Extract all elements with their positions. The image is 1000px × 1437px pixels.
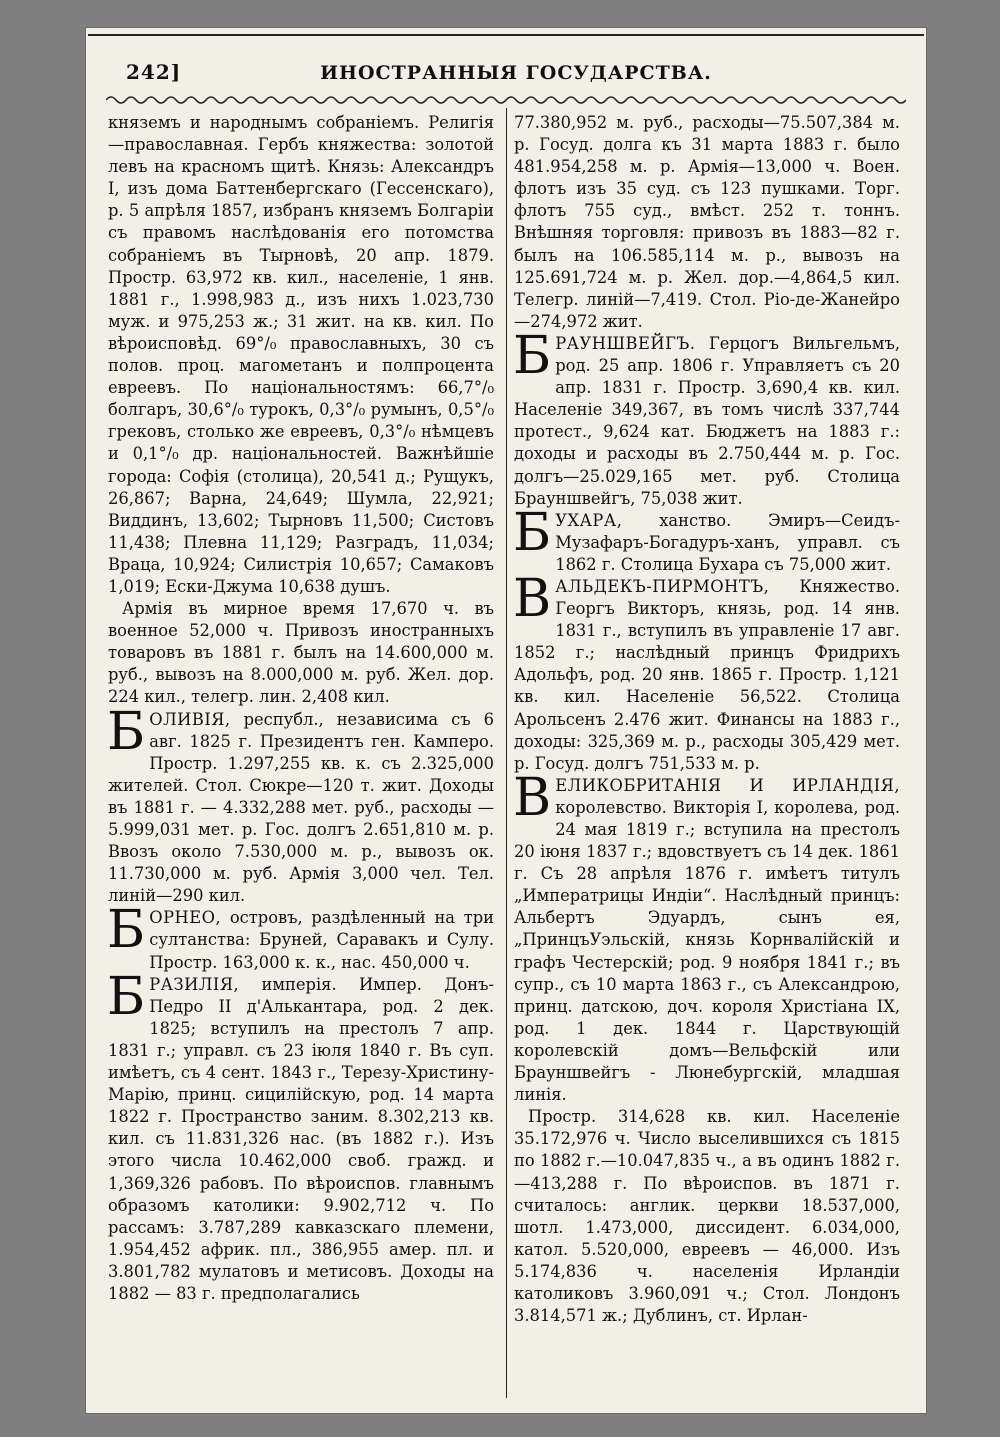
entry-text: Герцогъ Вильгельмъ, род. 25 апр. 1806 г. Управляетъ съ 20 апр. 1831 г. Простр. 3,690,4 кв. кил. Населеніе 349,367, въ томъ числѣ 337,744 протест., 9,624 кат. Бюджетъ на 1883 г.: доходы и расходы въ 2.750,444 м. р. Гос. долгъ—25.029,165 мет. руб. Столица Брауншвейгъ, 75,038 жит. bbox=[514, 333, 900, 508]
drop-cap: Б bbox=[513, 502, 552, 563]
entry-bolivia bbox=[107, 701, 494, 908]
entry-heading: УХАРА, bbox=[555, 510, 623, 530]
entry-borneo bbox=[107, 900, 494, 973]
entry-bukhara bbox=[513, 502, 900, 576]
entry-heading: ОРНЕО, bbox=[149, 908, 222, 928]
book-page bbox=[86, 28, 926, 1413]
entry-brunswick bbox=[513, 325, 900, 510]
bulgaria-continued-paragraph: княземъ и народнымъ собраніемъ. Религія—православная. Гербъ княжества: золотой левъ на красномъ щитѣ. Князь: Александръ I, изъ дома Баттенбергскаго (Гессенскаго), р. 5 апрѣля 1857, избранъ княземъ Болгаріи съ правомъ наслѣдованія его потомства собраніемъ въ Тырновѣ, 20 апр. 1879. Простр. 63,972 кв. кил., населеніе, 1 янв. 1881 г., 1.998,983 д., изъ нихъ 1.023,730 муж. и 975,253 ж.; 31 жит. на кв. кил. По вѣроисповѣд. 69°/₀ православныхъ, 30 съ полов. проц. магометанъ и полпроцента евреевъ. По національностямъ: 66,7°/₀ болгаръ, 30,6°/₀ турокъ, 0,3°/₀ румынъ, 0,5°/₀ грековъ, столько же евреевъ, 0,3°/₀ нѣмцевъ и 0,1°/₀ др. національностей. Важнѣйшіе города: Софія (столица), 20,541 д.; Рущукъ, 26,867; Варна, 24,649; Шумла, 22,921; Виддинъ, 13,602; Тырновъ 11,500; Систовъ 11,438; Плевна 11,129; Разградъ, 11,034; Враца, 10,924; Силистрія 10,657; Самаковъ 1,019; Ески-Джума 10,638 душъ. bbox=[108, 113, 494, 596]
top-rule bbox=[88, 34, 924, 36]
britain-population-paragraph: Простр. 314,628 кв. кил. Населеніе 35.172,976 ч. Число выселившихся съ 1815 по 1882 г.—10.047,835 ч., а въ одинъ 1882 г.—413,288 г. По вѣроиспов. въ 1871 г. считалось: англик. церкви 18.537,000, шотл. 1.473,000, диссидент. 6.034,000, катол. 5.520,000, евреевъ — 46,000. Изъ 5.174,836 ч. населенія Ирландіи католиковъ 3.960,091 ч.; Стол. Лондонъ 3.814,571 ж.; Дублинъ, ст. Ирлан- bbox=[514, 1107, 900, 1326]
drop-cap: Б bbox=[107, 900, 146, 961]
entry-brazil bbox=[107, 966, 494, 1305]
drop-cap: Б bbox=[513, 325, 552, 386]
entry-heading: ОЛИВІЯ, bbox=[149, 709, 231, 729]
page-header bbox=[126, 60, 906, 94]
entry-heading: РАЗИЛІЯ, bbox=[149, 974, 240, 994]
entry-waldeck-pyrmont bbox=[513, 568, 900, 775]
bulgaria-army-paragraph: Армія въ мирное время 17,670 ч. въ военное 52,000 ч. Привозъ иностранныхъ товаровъ въ 1881 г. былъ на 14.600,000 м. руб., вывозъ на 8.000,000 м. руб. Жел. дор. 224 кил., телегр. лин. 2,408 кил. bbox=[108, 599, 494, 707]
entry-heading: ЕЛИКОБРИТАНІЯ И ИРЛАНДІЯ, bbox=[555, 775, 900, 795]
entry-text: островъ, раздѣленный на три султанства: Бруней, Саравакъ и Сулу. Простр. 163,000 к. к., нас. 450,000 ч. bbox=[149, 908, 494, 972]
drop-cap: Б bbox=[107, 966, 146, 1027]
entry-great-britain bbox=[513, 767, 900, 1106]
entry-heading: РАУНШВЕЙГЪ. bbox=[555, 333, 696, 353]
drop-cap: В bbox=[513, 568, 552, 629]
entry-heading: АЛЬДЕКЪ-ПИРМОНТЪ, bbox=[555, 576, 770, 596]
running-title: ИНОСТРАННЫЯ ГОСУДАРСТВА. bbox=[320, 62, 712, 84]
entry-text: ханство. Эмиръ—Сеидъ-Музафаръ-Богадуръ-ханъ, управл. съ 1862 г. Столица Бухара съ 75,000 жит. bbox=[555, 510, 900, 574]
entry-text: королевство. Викторія I, королева, род. 24 мая 1819 г.; вступила на престолъ 20 іюня 1837 г.; вдовствуетъ съ 14 дек. 1861 г. Съ 28 апрѣля 1876 г. имѣетъ титулъ „Императрицы Индіи“. Наслѣдный принцъ: Альбертъ Эдуардъ, сынъ ея, „ПринцъУэльскій, князь Корнвалійскій и графъ Честерскій; род. 9 ноября 1841 г.; въ супр., съ 10 марта 1863 г., съ Александрою, принц. датскою, доч. короля Христіана IX, род. 1 дек. 1844 г. Царствующій королевскій домъ—Вельфскій или Брауншвейгъ - Люнебургскій, младшая линія. bbox=[514, 797, 900, 1105]
left-column bbox=[108, 112, 494, 1305]
entry-text: имперія. Импер. Донъ-Педро II д'Алькантара, род. 2 дек. 1825; вступилъ на престолъ 7 апр. 1831 г.; управл. съ 23 іюля 1840 г. Въ суп. имѣетъ, съ 4 сент. 1843 г., Терезу-Христину-Марію, принц. сицилійскую, род. 14 марта 1822 г. Пространство заним. 8.302,213 кв. кил. съ 11.831,326 нас. (въ 1882 г.). Изъ этого числа 10.462,000 своб. гражд. и 1,369,326 рабовъ. По вѣроиспов. главнымъ образомъ католики: 9.902,712 ч. По рассамъ: 3.787,289 кавказскаго племени, 1.954,452 африк. пл., 386,955 амер. пл. и 3.801,782 мулатовъ и метисовъ. Доходы на 1882 — 83 г. предполагались bbox=[108, 974, 494, 1303]
wavy-rule bbox=[106, 94, 906, 106]
entry-text: Княжество. Георгъ Викторъ, князь, род. 14 янв. 1831 г., вступилъ въ управленіе 17 авг. 1852 г.; наслѣдный принцъ Фридрихъ Адольфъ, род. 20 янв. 1865 г. Простр. 1,121 кв. кил. Населеніе 56,522. Столица Арольсенъ 2.476 жит. Финансы на 1883 г., доходы: 325,369 м. р., расходы 305,429 мет. р. Госуд. долгъ 751,533 м. р. bbox=[514, 576, 900, 773]
brazil-continued-paragraph: 77.380,952 м. руб., расходы—75.507,384 м. р. Госуд. долга къ 31 марта 1883 г. было 481.954,258 м. р. Армія—13,000 ч. Воен. флотъ изъ 35 суд. съ 123 пушками. Торг. флотъ 755 суд., вмѣст. 252 т. тоннъ. Внѣшняя торговля: привозъ въ 1883—82 г. былъ на 106.585,114 м. р., вывозъ на 125.691,724 м. р. Жел. дор.—4,864,5 кил. Телегр. линій—7,419. Стол. Ріо-де-Жанейро—274,972 жит. bbox=[514, 113, 900, 331]
page-number: 242] bbox=[126, 60, 182, 84]
drop-cap: В bbox=[513, 767, 552, 828]
column-divider bbox=[506, 108, 507, 1398]
drop-cap: Б bbox=[107, 701, 146, 762]
entry-text: республ., независима съ 6 авг. 1825 г. Президентъ ген. Камперо. Простр. 1.297,255 кв. к. съ 2.325,000 жителей. Стол. Сюкре—120 т. жит. Доходы въ 1881 г. — 4.332,288 мет. руб., расходы — 5.999,031 мет. р. Гос. долгъ 2.651,810 м. р. Ввозъ около 7.530,000 м. р., вывозъ ок. 11.730,000 м. руб. Армія 3,000 чел. Тел. линій—290 кил. bbox=[108, 709, 494, 906]
right-column bbox=[514, 112, 900, 1327]
